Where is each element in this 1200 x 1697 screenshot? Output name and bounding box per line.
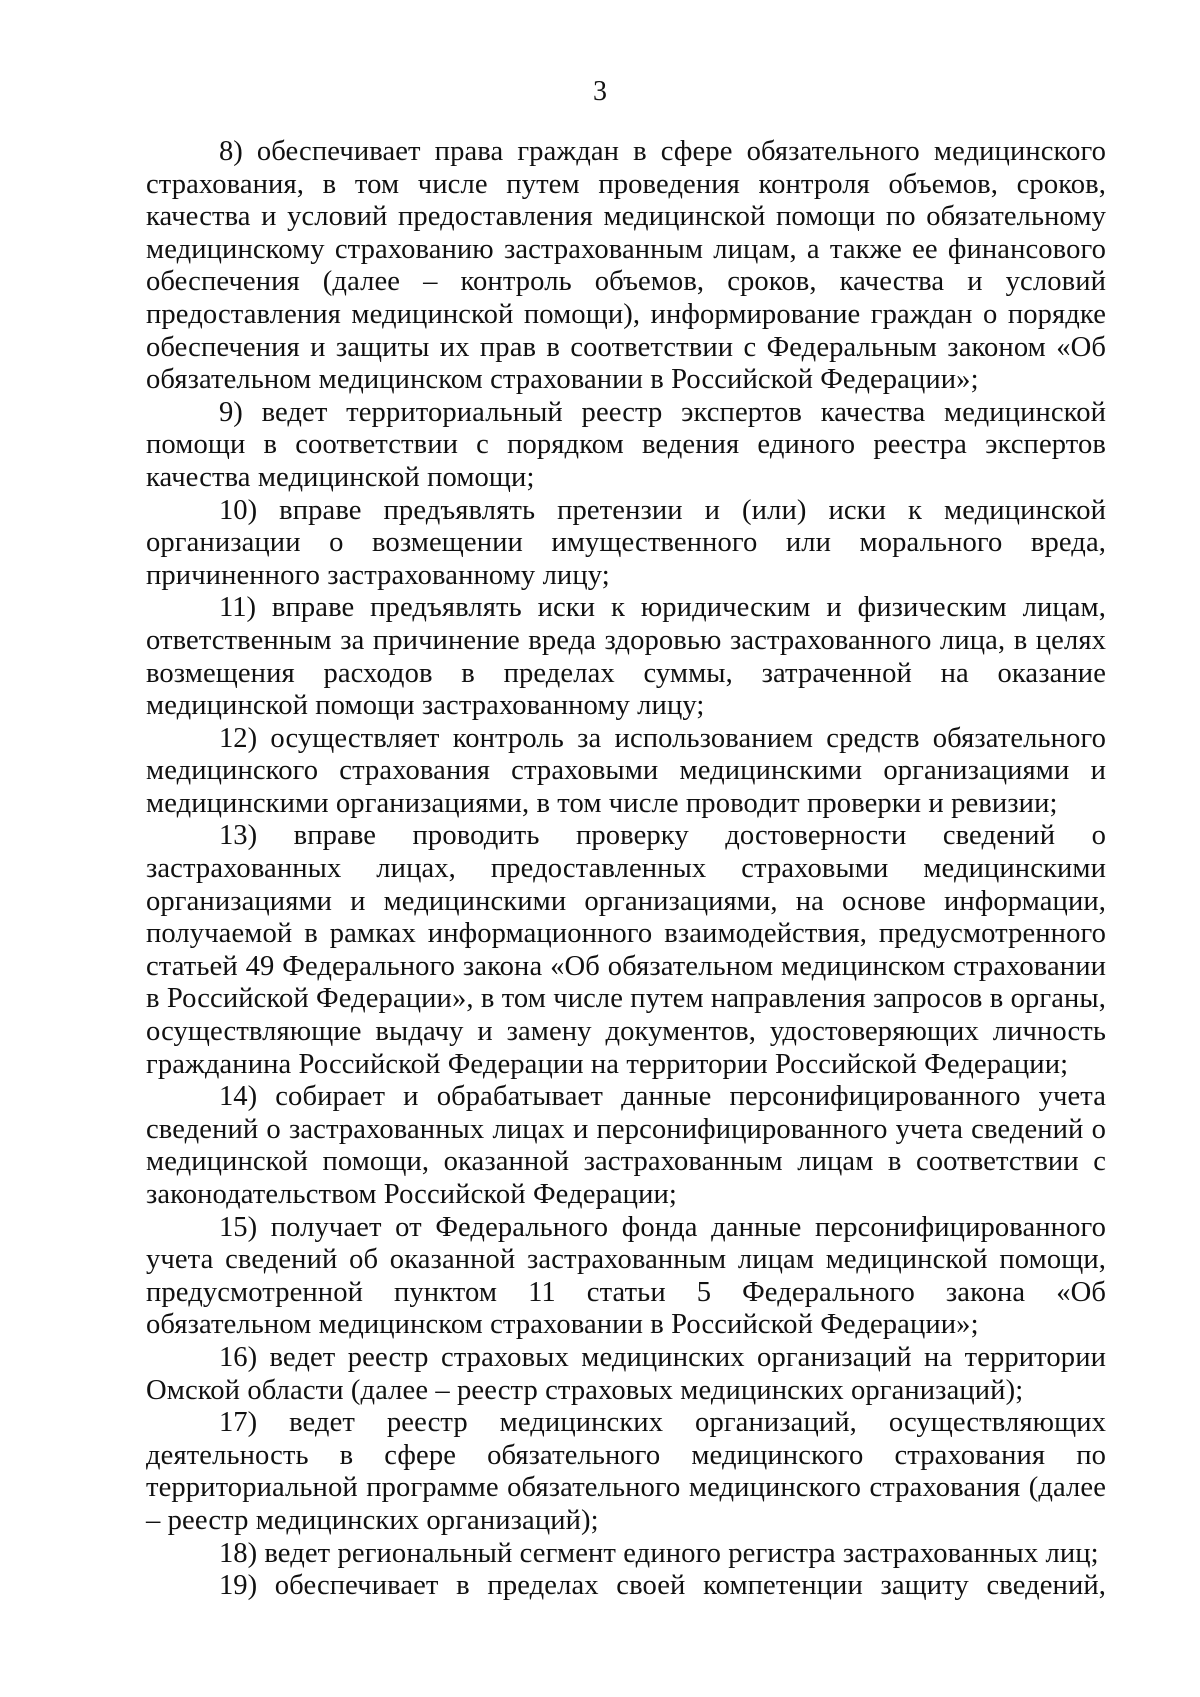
- item-number: 11): [219, 592, 257, 624]
- paragraph-item-19: [146, 1570, 1106, 1603]
- item-text: вправе проводить проверку достоверности сведений о застрахованных лицах, предоставленных страховыми медицинскими организациями и медицинскими организациями, на основе информации, получаемой в рамках информационного взаимодействия, предусмотренного статьей 49 Федерального закона «Об обязательном медицинском страховании в Российской Федерации», в том числе путем направления запросов в органы, осуществляющие выдачу и замену документов, удостоверяющих личность гражданина Российской Федерации на территории Российской Федерации;: [146, 820, 1106, 1080]
- item-text: вправе предъявлять претензии и (или) иски к медицинской организации о возмещении имущественного или морального вреда, причиненного застрахованному лицу;: [146, 494, 1107, 591]
- item-text: обеспечивает в пределах своей компетенции защиту сведений,: [274, 1570, 1107, 1602]
- item-number: 10): [219, 494, 258, 526]
- paragraph-item-14: [146, 1081, 1106, 1211]
- item-text: ведет реестр страховых медицинских организаций на территории Омской области (далее – реестр страховых медицинских организаций);: [146, 1341, 1106, 1406]
- item-number: 9): [219, 396, 243, 428]
- paragraph-item-8: [146, 136, 1106, 397]
- item-number: 19): [219, 1570, 258, 1602]
- item-text: собирает и обрабатывает данные персонифицированного учета сведений о застрахованных лицах и персонифицированного учета сведений о медицинской помощи, оказанной застрахованным лицам в соответствии с законодательством Российской Федерации;: [146, 1081, 1107, 1210]
- paragraph-item-13: [146, 820, 1106, 1081]
- paragraph-item-15: [146, 1212, 1106, 1342]
- paragraph-item-18: [146, 1538, 1106, 1571]
- item-text: ведет территориальный реестр экспертов качества медицинской помощи в соответствии с порядком ведения единого реестра экспертов качества медицинской помощи;: [146, 396, 1107, 493]
- paragraph-item-12: [146, 723, 1106, 821]
- paragraph-item-11: [146, 592, 1106, 722]
- item-number: 12): [219, 722, 258, 754]
- item-number: 18): [219, 1537, 258, 1569]
- item-number: 16): [219, 1341, 258, 1373]
- page-number: 3: [593, 76, 607, 107]
- item-number: 14): [219, 1081, 258, 1113]
- item-text: осуществляет контроль за использованием средств обязательного медицинского страхования страховыми медицинскими организациями и медицинскими организациями, в том числе проводит проверки и ревизии;: [146, 722, 1106, 819]
- paragraph-item-16: [146, 1342, 1106, 1407]
- item-number: 15): [219, 1211, 258, 1243]
- item-number: 8): [219, 136, 243, 167]
- item-text: обеспечивает права граждан в сфере обязательного медицинского страхования, в том числе путем проведения контроля объемов, сроков, качества и условий предоставления медицинской помощи по обязательному медицинскому страхованию застрахованным лицам, а также ее финансового обеспечения (далее – контроль объемов, сроков, качества и условий предоставления медицинской помощи), информирование граждан о порядке обеспечения и защиты их прав в соответствии с Федеральным законом «Об обязательном медицинском страховании в Российской Федерации»;: [146, 136, 1106, 396]
- item-text: ведет региональный сегмент единого регистра застрахованных лиц;: [264, 1537, 1099, 1569]
- document-body: [146, 136, 1106, 1603]
- paragraph-item-9: [146, 397, 1106, 495]
- item-number: 13): [219, 820, 258, 852]
- item-text: получает от Федерального фонда данные персонифицированного учета сведений об оказанной застрахованным лицам медицинской помощи, предусмотренной пунктом 11 статьи 5 Федерального закона «Об обязательном медицинском страховании в Российской Федерации»;: [146, 1211, 1106, 1341]
- item-text: ведет реестр медицинских организаций, осуществляющих деятельность в сфере обязательного медицинского страхования по территориальной программе обязательного медицинского страхования (далее – реестр медицинских организаций);: [146, 1407, 1106, 1536]
- item-number: 17): [219, 1407, 258, 1439]
- item-text: вправе предъявлять иски к юридическим и физическим лицам, ответственным за причинение вреда здоровью застрахованного лица, в целях возмещения расходов в пределах суммы, затраченной на оказание медицинской помощи застрахованному лицу;: [146, 592, 1106, 722]
- paragraph-item-17: [146, 1407, 1106, 1537]
- paragraph-item-10: [146, 495, 1106, 593]
